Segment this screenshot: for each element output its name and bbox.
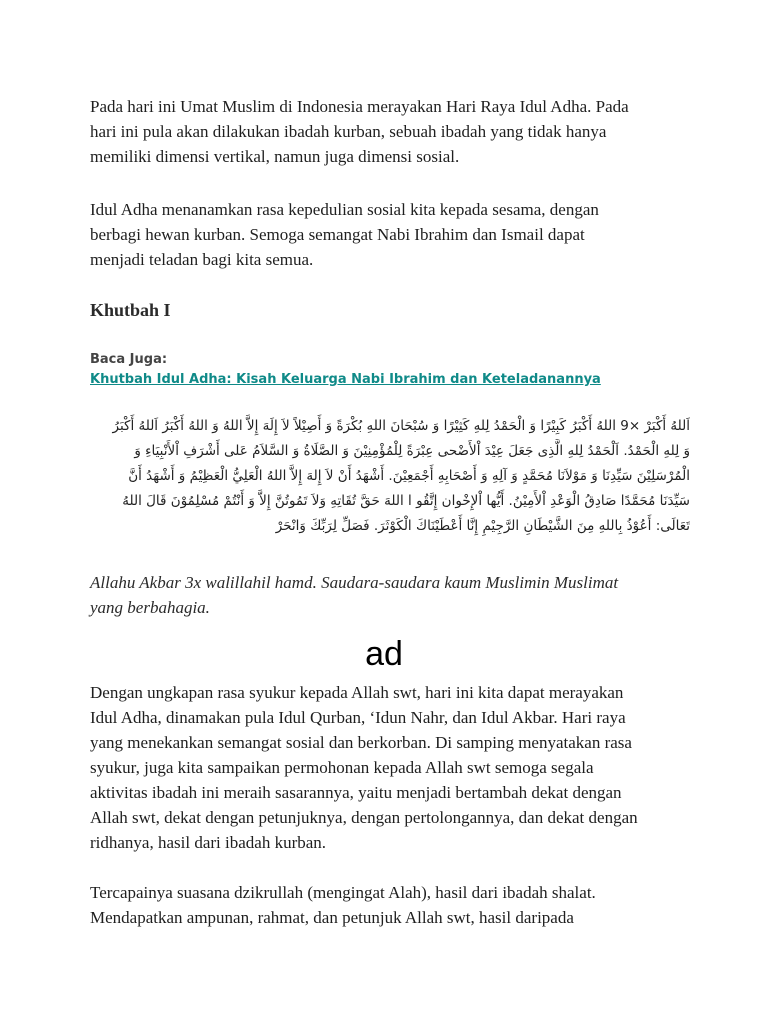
arabic-line: الْمُرْسَلِيْنَ سَيِّدِنَا وَ مَوْلاَنَا مُحَمَّدٍ وَ آلِهِ وَ أَصْحَابِهِ أَجْمَعِيْنَ. أَشْهَدُ أَنْ لاَ إِلهَ إِلاَّ اللهُ الْعَلِيُّ الْعَظِيْمُ وَ أَشْهَدُ أَنَّ [128, 468, 690, 484]
idul-adha-paragraph [90, 197, 690, 272]
text-line: Allahu Akbar 3x walillahil hamd. Saudara-saudara kaum Muslimin Muslimat [90, 573, 619, 592]
text-line: yang menekankan semangat sosial dan berkorban. Di samping menyatakan rasa [90, 733, 632, 752]
text-line: yang berbahagia. [90, 598, 210, 617]
text-line: ridhanya, hasil dari ibadah kurban. [90, 833, 327, 852]
text-line: Mendapatkan ampunan, rahmat, dan petunjuk Allah swt, hasil daripada [90, 908, 574, 927]
arabic-line: وَ لِلهِ الْحَمْدُ. اَلْحَمْدُ لِلهِ الَّذِى جَعَلَ عِيْدَ اْلأَضْحى عِبْرَةً لِلْمُؤْمِنِيْنَ وَ الصَّلَاةُ وَ السَّلاَمُ عَلى أَشْرَفِ اْلأَنْبِيَاءِ وَ [134, 443, 690, 459]
arabic-khutbah-text [90, 414, 690, 539]
intro-paragraph [90, 94, 690, 169]
dzikrullah-paragraph [90, 880, 690, 930]
arabic-line: سَيِّدَنَا مُحَمَّدًا صَادِقُ الْوَعْدِ اْلأَمِيْنُ. أَيُّها اْلإِخْوان إِتَّقُو ا اللهَ حَقَّ تُقَاتِهِ وَلاَ تَمُوتُنَّ إِلاَّ وَ أَنْتُمْ مُسْلِمُوْنَ قَالَ اللهُ [122, 493, 690, 509]
translation-italic [90, 570, 690, 620]
text-line: menjadi teladan bagi kita semua. [90, 250, 314, 269]
text-line: Idul Adha, dinamakan pula Idul Qurban, ‘Idun Nahr, dan Idul Akbar. Hari raya [90, 708, 626, 727]
text-line: Idul Adha menanamkan rasa kepedulian sosial kita kepada sesama, dengan [90, 200, 599, 219]
text-line: Pada hari ini Umat Muslim di Indonesia merayakan Hari Raya Idul Adha. Pada [90, 97, 629, 116]
text-line: Tercapainya suasana dzikrullah (mengingat Alah), hasil dari ibadah shalat. [90, 883, 596, 902]
syukur-paragraph [90, 680, 690, 855]
text-line: berbagi hewan kurban. Semoga semangat Nabi Ibrahim dan Ismail dapat [90, 225, 585, 244]
arabic-line: تَعَالَى: أَعُوْذُ بِاللهِ مِنَ الشَّيْطَانِ الرَّجِيْمِ إِنَّا أَعْطَيْنَاكَ الْكَوْثَرَ. فَصَلِّ لِرَبِّكَ وَانْحَرْ [275, 518, 690, 534]
arabic-line: اَللهُ أَكْبَرْ ×9 اللهُ أَكْبَرُ كَبِيْرًا وَ الْحَمْدُ لِلهِ كَثِيْرًا وَ سُبْحَانَ اللهِ بُكْرَةً وَ أَصِيْلاً لاَ إِلَهَ إِلاَّ اللهُ وَ اللهُ أَكْبَرُ اَللهُ أَكْبَرُ [112, 418, 690, 434]
related-article-link[interactable]: Khutbah Idul Adha: Kisah Keluarga Nabi Ibrahim dan Keteladanannya [90, 372, 601, 387]
text-line: aktivitas ibadah ini meraih sasarannya, yaitu menjadi bertambah dekat dengan [90, 783, 622, 802]
section-heading: Khutbah I [90, 300, 171, 320]
text-line: memiliki dimensi vertikal, namun juga dimensi sosial. [90, 147, 460, 166]
baca-juga-label: Baca Juga: [90, 352, 168, 367]
ad-placeholder[interactable]: ad [365, 635, 403, 673]
text-line: Allah swt, dekat dengan petunjuknya, dengan pertolongannya, dan dekat dengan [90, 808, 638, 827]
text-line: Dengan ungkapan rasa syukur kepada Allah swt, hari ini kita dapat merayakan [90, 683, 624, 702]
text-line: syukur, juga kita sampaikan permohonan kepada Allah swt semoga segala [90, 758, 594, 777]
text-line: hari ini pula akan dilakukan ibadah kurban, sebuah ibadah yang tidak hanya [90, 122, 607, 141]
